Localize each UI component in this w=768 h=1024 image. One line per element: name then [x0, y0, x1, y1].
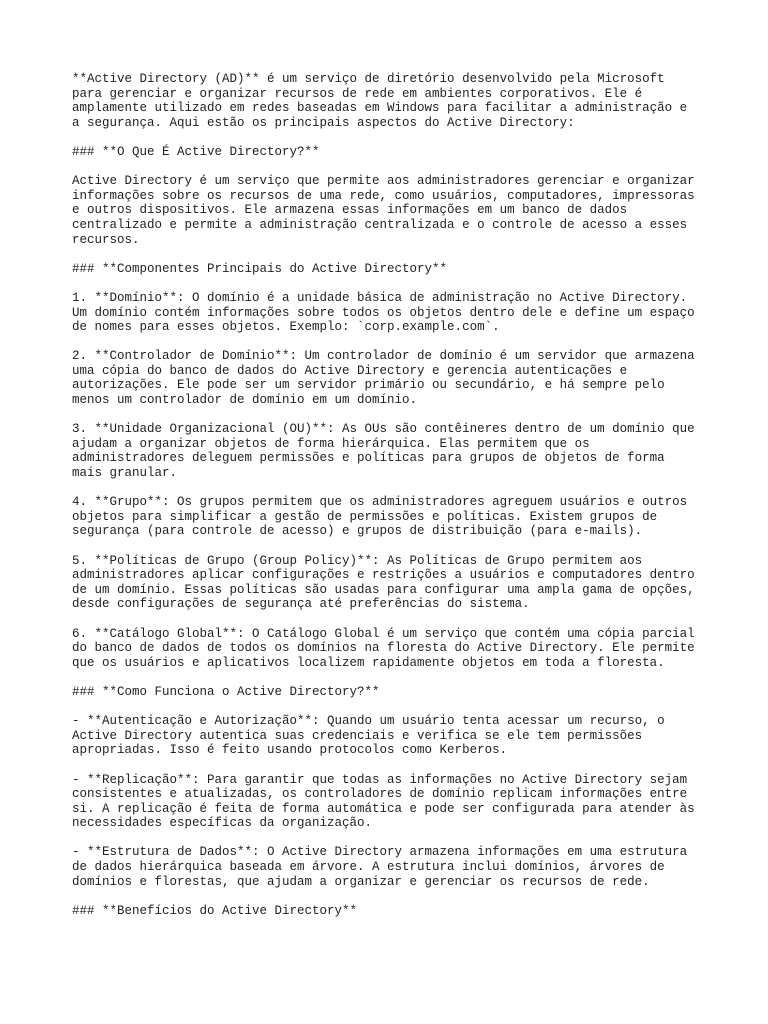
list-item-organizational-unit: 3. **Unidade Organizacional (OU)**: As OUs são contêineres dentro de um domínio que ajudam a organizar objetos de forma hierárquica. Elas permitem que os administradores deleguem permissões e políticas para grupos de objetos de forma mais granular. — [72, 422, 695, 481]
list-item-group: 4. **Grupo**: Os grupos permitem que os administradores agreguem usuários e outros objetos para simplificar a gestão de permissões e políticas. Existem grupos de segurança (para controle de acesso) e grupos de distribuição (para e-mails). — [72, 495, 688, 539]
definition-paragraph: Active Directory é um serviço que permite aos administradores gerenciar e organizar informações sobre os recursos de uma rede, como usuários, computadores, impressoras e outros dispositivos. Ele armazena essas informações em um banco de dados centralizado e permite a administração centralizada e o controle de acesso a esses recursos. — [72, 174, 695, 247]
list-item-global-catalog: 6. **Catálogo Global**: O Catálogo Global é um serviço que contém uma cópia parcial do banco de dados de todos os domínios na floresta do Active Directory. Ele permite que os usuários e aplicativos localizem rapidamente objetos em toda a floresta. — [72, 626, 695, 670]
bullet-authentication: - **Autenticação e Autorização**: Quando um usuário tenta acessar um recurso, o Active Directory autentica suas credenciais e verifica se ele tem permissões apropriadas. Isso é feito usando protocolos como Kerberos. — [72, 714, 665, 758]
heading-how-it-works: ### **Como Funciona o Active Directory?** — [72, 684, 380, 699]
bullet-data-structure: - **Estrutura de Dados**: O Active Directory armazena informações em uma estrutura de dados hierárquica baseada em árvore. A estrutura inclui domínios, árvores de domínios e florestas, que ajudam a organizar e gerenciar os recursos de rede. — [72, 845, 688, 889]
list-item-group-policy: 5. **Políticas de Grupo (Group Policy)**: As Políticas de Grupo permitem aos administradores aplicar configurações e restrições a usuários e computadores dentro de um domínio. Essas políticas são usadas para configurar uma ampla gama de opções, desde configurações de segurança até preferências do sistema. — [72, 553, 695, 612]
list-item-domain-controller: 2. **Controlador de Domínio**: Um controlador de domínio é um servidor que armazena uma cópia do banco de dados do Active Directory e gerencia autenticações e autorizações. Ele pode ser um servidor primário ou secundário, e há sempre pelo menos um controlador de domínio em um domínio. — [72, 349, 695, 408]
heading-what-is: ### **O Que É Active Directory?** — [72, 144, 320, 159]
document-page — [72, 72, 712, 933]
intro-paragraph: **Active Directory (AD)** é um serviço de diretório desenvolvido pela Microsoft para gerenciar e organizar recursos de rede em ambientes corporativos. Ele é amplamente utilizado em redes baseadas em Windows para facilitar a administração e a segurança. Aqui estão os principais aspectos do Active Directory: — [72, 72, 688, 130]
list-item-domain: 1. **Domínio**: O domínio é a unidade básica de administração no Active Directory. Um domínio contém informações sobre todos os objetos dentro dele e define um espaço de nomes para esses objetos. Exemplo: `corp.example.com`. — [72, 290, 695, 335]
bullet-replication: - **Replicação**: Para garantir que todas as informações no Active Directory sejam consistentes e atualizadas, os controladores de domínio replicam informações entre si. A replicação é feita de forma automática e pode ser configurada para atender às necessidades específicas da organização. — [72, 772, 695, 831]
heading-components: ### **Componentes Principais do Active Directory** — [72, 261, 448, 276]
heading-benefits: ### **Benefícios do Active Directory** — [72, 903, 358, 918]
